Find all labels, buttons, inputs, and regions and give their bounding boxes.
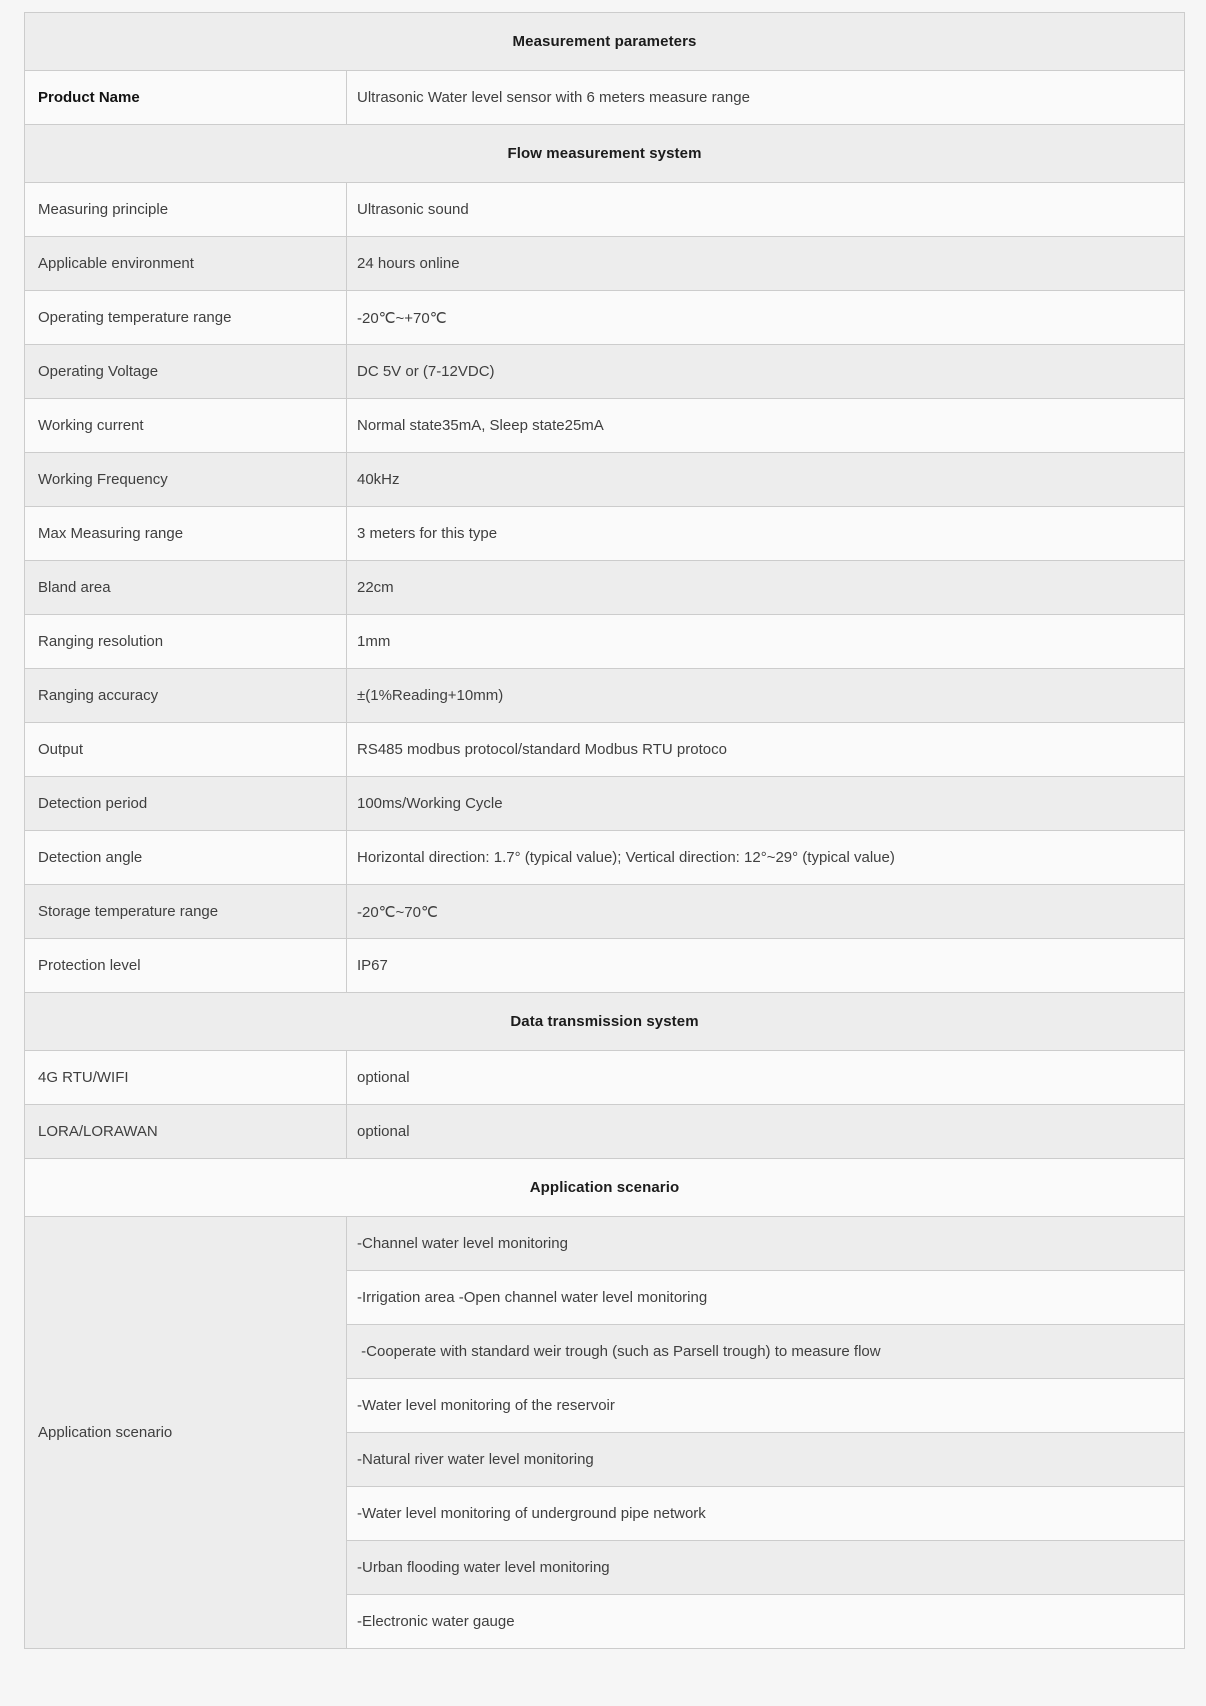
section-header-row <box>25 993 1185 1051</box>
spec-label: 4G RTU/WIFI <box>25 1051 347 1105</box>
spec-label: Storage temperature range <box>25 885 347 939</box>
spec-value: Ultrasonic Water level sensor with 6 meters measure range <box>347 71 1185 125</box>
spec-label: Applicable environment <box>25 237 347 291</box>
spec-value: 100ms/Working Cycle <box>347 777 1185 831</box>
spec-label: Working Frequency <box>25 453 347 507</box>
table-row <box>25 345 1185 399</box>
table-row <box>25 723 1185 777</box>
spec-label: Product Name <box>25 71 347 125</box>
spec-value: 24 hours online <box>347 237 1185 291</box>
table-row <box>25 615 1185 669</box>
application-scenario-item: -Water level monitoring of the reservoir <box>347 1379 1185 1433</box>
table-row <box>25 939 1185 993</box>
section-header-row <box>25 125 1185 183</box>
spec-label: Detection angle <box>25 831 347 885</box>
table-row <box>25 885 1185 939</box>
table-row <box>25 291 1185 345</box>
spec-value: RS485 modbus protocol/standard Modbus RTU protoco <box>347 723 1185 777</box>
spec-value: optional <box>347 1051 1185 1105</box>
spec-value: Ultrasonic sound <box>347 183 1185 237</box>
spec-value: 3 meters for this type <box>347 507 1185 561</box>
application-scenario-item: -Urban flooding water level monitoring <box>347 1541 1185 1595</box>
section-header-row <box>25 1159 1185 1217</box>
spec-value: Normal state35mA, Sleep state25mA <box>347 399 1185 453</box>
spec-value: IP67 <box>347 939 1185 993</box>
table-row <box>25 507 1185 561</box>
application-scenario-item: -Natural river water level monitoring <box>347 1433 1185 1487</box>
table-row <box>25 399 1185 453</box>
spec-label: Operating temperature range <box>25 291 347 345</box>
section-header: Flow measurement system <box>25 125 1185 183</box>
section-header: Application scenario <box>25 1159 1185 1217</box>
spec-label: Bland area <box>25 561 347 615</box>
spec-label: Max Measuring range <box>25 507 347 561</box>
table-row <box>25 669 1185 723</box>
table-row <box>25 1051 1185 1105</box>
spec-value: ±(1%Reading+10mm) <box>347 669 1185 723</box>
application-scenario-item: -Water level monitoring of underground pipe network <box>347 1487 1185 1541</box>
section-header: Data transmission system <box>25 993 1185 1051</box>
spec-value: 22cm <box>347 561 1185 615</box>
spec-value: 40kHz <box>347 453 1185 507</box>
application-scenario-item: -Irrigation area -Open channel water level monitoring <box>347 1271 1185 1325</box>
spec-label: LORA/LORAWAN <box>25 1105 347 1159</box>
table-row <box>25 237 1185 291</box>
spec-value: 1mm <box>347 615 1185 669</box>
application-scenario-item: -Cooperate with standard weir trough (such as Parsell trough) to measure flow <box>347 1325 1185 1379</box>
application-scenario-item: -Electronic water gauge <box>347 1595 1185 1649</box>
spec-label: Ranging resolution <box>25 615 347 669</box>
application-scenario-label: Application scenario <box>25 1217 347 1649</box>
spec-label: Operating Voltage <box>25 345 347 399</box>
spec-label: Working current <box>25 399 347 453</box>
spec-table-body <box>25 13 1185 1649</box>
spec-value: DC 5V or (7-12VDC) <box>347 345 1185 399</box>
application-scenario-item: -Channel water level monitoring <box>347 1217 1185 1271</box>
spec-value: -20℃~+70℃ <box>347 291 1185 345</box>
spec-value: Horizontal direction: 1.7° (typical value); Vertical direction: 12°~29° (typical value) <box>347 831 1185 885</box>
section-header-row <box>25 13 1185 71</box>
spec-label: Measuring principle <box>25 183 347 237</box>
spec-label: Detection period <box>25 777 347 831</box>
table-row <box>25 453 1185 507</box>
table-row <box>25 1217 1185 1271</box>
spec-label: Protection level <box>25 939 347 993</box>
spec-label: Ranging accuracy <box>25 669 347 723</box>
table-row <box>25 831 1185 885</box>
table-row <box>25 71 1185 125</box>
table-row <box>25 1105 1185 1159</box>
table-row <box>25 561 1185 615</box>
spec-value: optional <box>347 1105 1185 1159</box>
section-header: Measurement parameters <box>25 13 1185 71</box>
spec-table <box>24 12 1185 1649</box>
table-row <box>25 777 1185 831</box>
table-row <box>25 183 1185 237</box>
spec-value: -20℃~70℃ <box>347 885 1185 939</box>
spec-label: Output <box>25 723 347 777</box>
